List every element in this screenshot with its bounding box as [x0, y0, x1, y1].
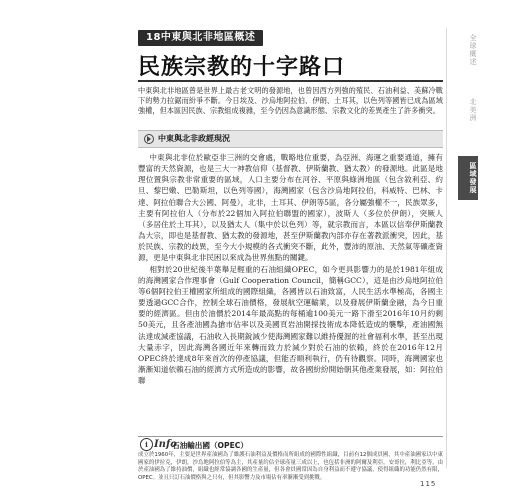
side-tab-strip: [458, 28, 482, 288]
page-number: 115: [420, 480, 437, 488]
section-header: [138, 130, 443, 148]
body-paragraph: 相對於20世紀後半葉舉足輕重的石油組織OPEC，如今更具影響力的是於1981年組成的海灣國家合作理事會（Gulf Cooperation Council，簡稱GCC），這是由沙烏地阿拉伯等6個阿拉伯王權國家所組成的國際組織，各國皆以石油致富，人民生活水準極高，各國主要透過GCC合作，控制全球石油價格，發展航空運輸業，以及發展伊斯蘭金融，為今日重要的經濟區。但由於油價於2014年最高點的每桶逾100美元一路下滑至2016年10月約剩50美元，且各產油國為搶市佔率以及美國頁岩油開採技術成本降低造成的襲擊，產油國無法達成減產協議，石油收入長期銳減少使海灣國家難以維持優渥的社會福利水準，甚至出現大量赤字，因此海灣各國近年來轉而致力於減少對於石油的依賴，終於在2016年12月OPEC終於達成8年來首次的停產協議，但能否順利執行，仍有待觀察。同時，海灣國家也漸漸知道依賴石油的經濟方式所造成的影響，故各國紛紛開始朝其他產業發展，如：阿拉伯聯: [138, 264, 443, 386]
info-title: 石油輸出國（OPEC）: [172, 441, 248, 450]
body-text: [138, 152, 443, 386]
page-title: 民族宗教的十字路口: [138, 55, 346, 80]
info-badge-label: Info: [154, 439, 177, 450]
section-title: 中東與北非政經現況: [158, 134, 230, 143]
chapter-tag: 18中東與北非地區概述: [138, 30, 263, 46]
side-tab-global-overview[interactable]: 全球概述: [469, 34, 477, 66]
play-circle-icon: [144, 134, 154, 144]
info-divider: [138, 436, 443, 437]
side-tab-north-america[interactable]: 北美洲: [469, 98, 477, 122]
side-tab-regional-development[interactable]: 區域發展: [458, 156, 478, 200]
intro-paragraph: 中東與北非地區曾是世界上最古老文明的發源地，也曾因西方列強的殖民、石油利益、美蘇冷戰下的勢力拉鋸而紛爭不斷。今日埃及、沙烏地阿拉伯、伊朗、土耳其，以色列等國皆已成為區域強權，但本區因民族、宗教組成複雜，至今仍因為意識形態、宗教文化的差異產生了許多衝突。: [138, 86, 443, 116]
margin-divider: [446, 28, 447, 468]
title-divider: [138, 80, 443, 82]
info-circle-icon: i: [140, 438, 153, 451]
info-text: 成立於1960年，主要是世界產油國為了維護石油利益及價格而所組成的國際性組織，目前有12個成員國，其中產油國家以中東國家的伊拉克，伊朗，沙烏地阿拉伯等為主，其產量約佔全球產量三成以上，也包括非洲的阿爾及利亞，安哥拉，利比亞等。由於產油國為了維持油價，組織也經常協調各國的生產量，但各會員國常因為自身利益而不遵守協議，使得組織的功能仍然有限，OPEC。並且只訂石油價格與之只有，但其影響力及市場佔有率漸漸受到挑戰。: [138, 452, 443, 481]
body-paragraph: 中東與北非位於歐亞非三洲的交會處，戰略地位重要，為亞洲、海運之重要通道，擁有豐富的天然資源，也是三大一神教信仰（基督教、伊斯蘭教、猶太教）的發源地。此區是地理位置與宗教非常重要的區域，人口主要分布在河谷、平原與綠洲地區（包含敘利亞、約旦、黎巴嫩、巴勒斯坦，以色列等國），海灣國家（包含沙烏地阿拉伯，科威特、巴林、卡達、阿拉伯聯合大公國、阿曼），北非，土耳其、伊朗等5區，各分屬強權不一，民族眾多，主要有阿拉伯人（分布於22個加入阿拉伯聯盟的國家），波斯人（多位於伊朗），突厥人（多居住於土耳其），以及猶太人（集中於以色列）等，就宗教而言，本區以信奉伊斯蘭教為大宗，即也是基督教、猶太教的發源地，甚至伊斯蘭教內部亦存在著教派衝突，因此，基於民族、宗教的歧異，至今大小規模的各式衝突不斷，此外，豐沛的原油、天然氣等礦產資源，更是中東與北非民困以來成為世界焦點的關鍵。: [138, 153, 443, 263]
